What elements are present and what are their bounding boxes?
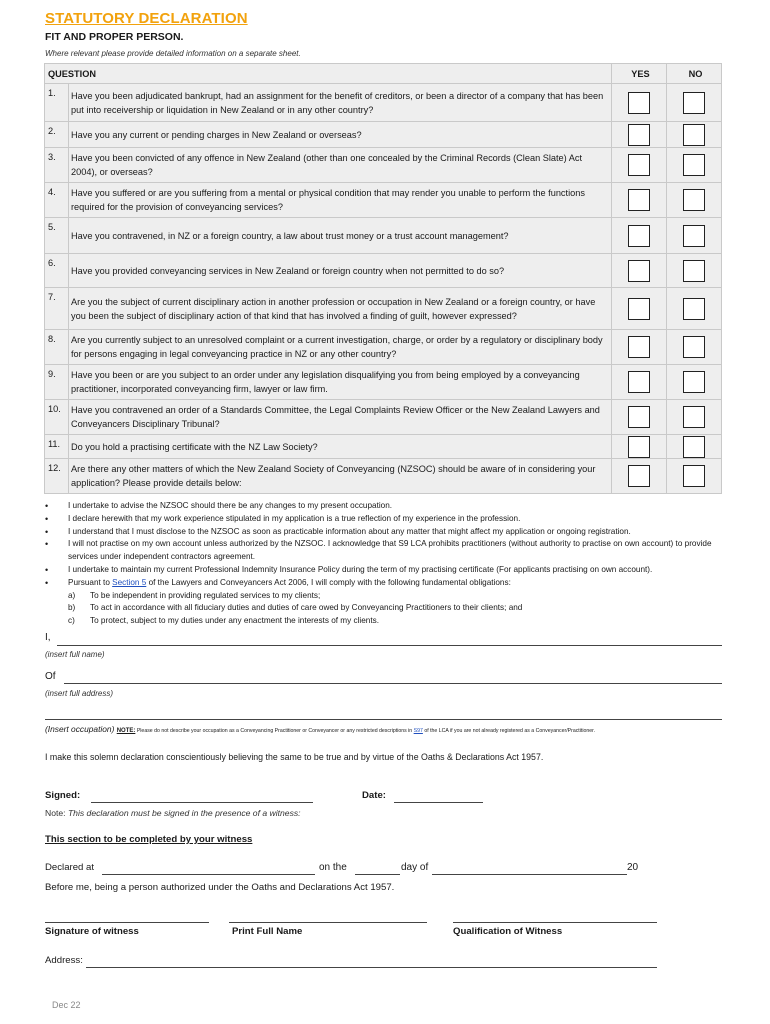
question-number: 12. (45, 459, 69, 494)
obligation-text: To be independent in providing regulated services to my clients; (90, 590, 321, 600)
yes-cell (612, 288, 667, 330)
occupation-note: (Insert occupation) NOTE: Please do not describe your occupation as a Conveyancing Practitioner or Conveyancer or any restricted descriptions in S97 of the LCA if you are not already registered as a Conveyancer/Practitioner. (45, 724, 596, 734)
no-checkbox[interactable] (683, 124, 705, 146)
no-checkbox[interactable] (683, 92, 705, 114)
signed-label: Signed: (45, 790, 81, 801)
undertaking-item (45, 500, 735, 513)
yes-checkbox[interactable] (628, 260, 650, 282)
no-cell (667, 84, 722, 122)
table-row (45, 459, 722, 494)
on-the-label: on the (319, 862, 347, 873)
form-subtitle: FIT AND PROPER PERSON. (45, 31, 184, 43)
question-number: 11. (45, 435, 69, 459)
no-cell (667, 459, 722, 494)
question-text: Have you provided conveyancing services in New Zealand or foreign country when not permitted to do so? (69, 254, 612, 288)
no-column-header: NO (667, 64, 722, 84)
section-5-link[interactable]: Section 5 (112, 577, 147, 587)
yes-cell (612, 254, 667, 288)
questions-table (44, 63, 722, 494)
no-cell (667, 218, 722, 254)
question-number: 4. (45, 183, 69, 218)
no-cell (667, 288, 722, 330)
no-cell (667, 435, 722, 459)
yes-cell (612, 183, 667, 218)
year-field[interactable] (587, 862, 627, 875)
yes-cell (612, 400, 667, 435)
yes-cell (612, 435, 667, 459)
yes-cell (612, 330, 667, 365)
question-number: 2. (45, 122, 69, 148)
no-cell (667, 148, 722, 183)
yes-cell (612, 148, 667, 183)
yes-checkbox[interactable] (628, 371, 650, 393)
question-text: Have you suffered or are you suffering from a mental or physical condition that may render you unable to perform the functions required for the provision of conveyancing services? (69, 183, 612, 218)
obligation-text: To protect, subject to my duties under any enactment the interests of my clients. (90, 616, 379, 626)
question-text: Have you been convicted of any offence in New Zealand (other than one concealed by the Criminal Records (Clean Slate) Act 2004), or overseas? (69, 148, 612, 183)
bullet-icon: • (45, 501, 49, 511)
s97-link[interactable]: S97 (413, 728, 423, 734)
question-number: 10. (45, 400, 69, 435)
no-cell (667, 122, 722, 148)
question-text: Have you been adjudicated bankrupt, had an assignment for the benefit of creditors, or been a director of a company that has been put into receivership or liquidation in New Zealand or in any other country? (69, 84, 612, 122)
no-checkbox[interactable] (683, 260, 705, 282)
undertaking-item (45, 526, 735, 539)
no-cell (667, 254, 722, 288)
no-cell (667, 400, 722, 435)
full-address-hint: (insert full address) (45, 689, 114, 698)
yes-column-header: YES (612, 64, 667, 84)
undertaking-text: I will not practise on my own account unless authorized by the NZSOC. I acknowledge that S9 LCA prohibits practitioners (without authority to practise on own account) to provide services under independent contractors agreement. (68, 539, 712, 562)
question-text: Do you hold a practising certificate with the NZ Law Society? (69, 435, 612, 459)
yes-cell (612, 365, 667, 400)
yes-checkbox[interactable] (628, 124, 650, 146)
yes-checkbox[interactable] (628, 189, 650, 211)
solemn-declaration-text: I make this solemn declaration conscientiously believing the same to be true and by virtue of the Oaths & Declarations Act 1957. (45, 752, 544, 762)
undertaking-item (45, 513, 735, 526)
full-name-hint: (insert full name) (45, 650, 105, 659)
undertaking-text: I undertake to maintain my current Professional Indemnity Insurance Policy during the term of my practising certificate (For applicants practising on own account). (68, 564, 653, 574)
table-row (45, 400, 722, 435)
witness-qualification-field[interactable] (453, 910, 657, 923)
obligation-letter: b) (68, 603, 76, 613)
yes-checkbox[interactable] (628, 465, 650, 487)
signature-field[interactable] (91, 790, 313, 803)
table-row (45, 435, 722, 459)
month-field[interactable] (432, 862, 587, 875)
of-label: Of (45, 671, 56, 682)
note-label: NOTE: (116, 728, 136, 734)
question-number: 7. (45, 288, 69, 330)
table-row (45, 148, 722, 183)
yes-checkbox[interactable] (628, 298, 650, 320)
yes-checkbox[interactable] (628, 336, 650, 358)
no-cell (667, 365, 722, 400)
no-checkbox[interactable] (683, 336, 705, 358)
yes-checkbox[interactable] (628, 225, 650, 247)
occupation-hint: (Insert occupation) (45, 724, 115, 734)
date-field[interactable] (394, 790, 483, 803)
obligation-item (45, 602, 735, 615)
yes-cell (612, 459, 667, 494)
witness-section-heading: This section to be completed by your witness (45, 834, 253, 845)
question-number: 1. (45, 84, 69, 122)
question-text: Are you currently subject to an unresolved complaint or a current investigation, charge, or order by a regulatory or disciplinary body for persons engaging in legal conveyancing practice in NZ or any other country? (69, 330, 612, 365)
no-cell (667, 183, 722, 218)
no-checkbox[interactable] (683, 154, 705, 176)
table-row (45, 365, 722, 400)
bullet-icon: • (45, 577, 49, 588)
table-row (45, 84, 722, 122)
day-field[interactable] (355, 862, 400, 875)
occupation-field[interactable] (45, 708, 722, 720)
undertakings-list (45, 500, 735, 628)
obligation-item (45, 590, 735, 603)
witness-signature-label: Signature of witness (45, 926, 139, 937)
question-number: 6. (45, 254, 69, 288)
question-text: Have you contravened an order of a Standards Committee, the Legal Complaints Review Officer or the New Zealand Lawyers and Conveyancers Disciplinary Tribunal? (69, 400, 612, 435)
obligation-text: To act in accordance with all fiduciary duties and duties of care owed by Conveyancing Practitioners to their clients; and (90, 603, 523, 613)
declared-at-field[interactable] (102, 862, 315, 875)
no-checkbox[interactable] (683, 371, 705, 393)
declared-at-label: Declared at (45, 862, 95, 873)
no-checkbox[interactable] (683, 465, 705, 487)
undertaking-item (45, 564, 735, 577)
footer-date: Dec 22 (52, 1000, 81, 1010)
undertaking-text: I declare herewith that my work experience stipulated in my application is a true reflection of my experience in the profession. (68, 513, 521, 523)
date-label: Date: (362, 790, 386, 801)
full-name-field[interactable] (57, 633, 722, 646)
i-label: I, (45, 632, 51, 643)
table-row (45, 288, 722, 330)
no-checkbox[interactable] (683, 406, 705, 428)
witness-address-field[interactable] (86, 955, 657, 968)
witness-name-label: Print Full Name (232, 926, 303, 937)
yes-cell (612, 218, 667, 254)
no-checkbox[interactable] (683, 189, 705, 211)
question-number: 8. (45, 330, 69, 365)
yes-checkbox[interactable] (628, 436, 650, 458)
table-header-row (45, 64, 722, 84)
question-text: Have you contravened, in NZ or a foreign country, a law about trust money or a trust account management? (69, 218, 612, 254)
form-title: STATUTORY DECLARATION (45, 10, 248, 27)
undertaking-text: I understand that I must disclose to the NZSOC as soon as practicable information about any matter that might affect my application or ongoing registration. (68, 526, 631, 536)
bullet-icon: • (45, 539, 49, 550)
no-cell (667, 330, 722, 365)
bullet-icon: • (45, 526, 49, 537)
question-number: 9. (45, 365, 69, 400)
witness-address-label: Address: (45, 955, 83, 966)
yes-checkbox[interactable] (628, 406, 650, 428)
full-address-field[interactable] (64, 671, 722, 684)
yes-checkbox[interactable] (628, 154, 650, 176)
table-row (45, 330, 722, 365)
table-row (45, 254, 722, 288)
bullet-icon: • (45, 564, 49, 575)
yes-checkbox[interactable] (628, 92, 650, 114)
question-number: 3. (45, 148, 69, 183)
question-number: 5. (45, 218, 69, 254)
instruction-note: Where relevant please provide detailed information on a separate sheet. (45, 49, 301, 58)
question-text: Are you the subject of current disciplinary action in another profession or occupation in New Zealand or a foreign country, or have you been the subject of disciplinary action of that kind that has involved a finding of guilt, however expressed? (69, 288, 612, 330)
undertaking-item (45, 538, 735, 564)
witness-name-field[interactable] (229, 910, 427, 923)
obligation-letter: c) (68, 616, 75, 626)
table-row (45, 122, 722, 148)
table-row (45, 218, 722, 254)
questions-body (45, 84, 722, 494)
witness-qualification-label: Qualification of Witness (453, 926, 563, 937)
question-text: Have you been or are you subject to an order under any legislation disqualifying you from being employed by a conveyancing practitioner, incorporated conveyancing firm, lawyer or law firm. (69, 365, 612, 400)
question-text: Have you any current or pending charges in New Zealand or overseas? (69, 122, 612, 148)
no-checkbox[interactable] (683, 298, 705, 320)
signature-note: Note: This declaration must be signed in the presence of a witness: (45, 808, 301, 818)
bullet-icon: • (45, 513, 49, 524)
witness-signature-field[interactable] (45, 910, 209, 923)
day-of-label: day of (401, 862, 429, 873)
yes-cell (612, 122, 667, 148)
undertaking-text: I undertake to advise the NZSOC should there be any changes to my present occupation. (68, 501, 393, 510)
obligation-letter: a) (68, 590, 76, 600)
table-row (45, 183, 722, 218)
year-prefix: 20 (627, 862, 639, 873)
yes-cell (612, 84, 667, 122)
question-text: Are there any other matters of which the New Zealand Society of Conveyancing (NZSOC) should be aware of in considering your application? Please provide details below: (69, 459, 612, 494)
obligation-item (45, 615, 735, 628)
no-checkbox[interactable] (683, 225, 705, 247)
before-me-text: Before me, being a person authorized under the Oaths and Declarations Act 1957. (45, 882, 395, 893)
pursuant-item: • Pursuant to Section 5 of the Lawyers and Conveyancers Act 2006, I will comply with the following fundamental obligations: (45, 577, 511, 588)
question-column-header: QUESTION (45, 64, 612, 84)
no-checkbox[interactable] (683, 436, 705, 458)
